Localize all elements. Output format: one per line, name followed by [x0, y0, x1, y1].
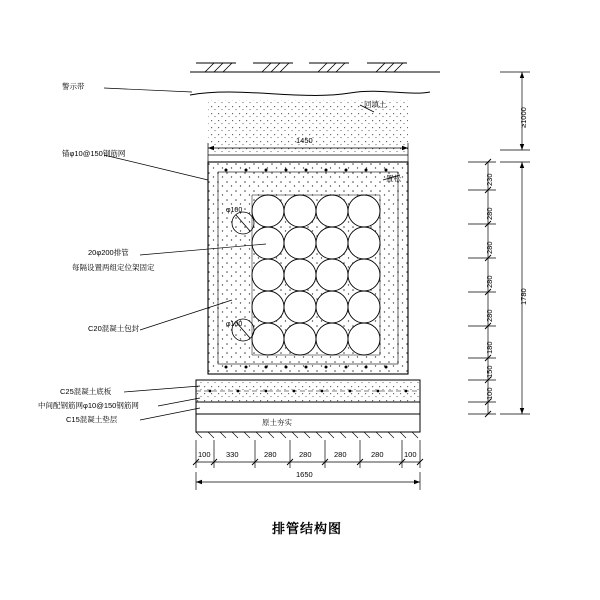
dim-bottom-6: 280: [371, 450, 384, 459]
label-pipe-diameter-upper: φ100: [226, 207, 243, 214]
dim-bottom-2: 330: [226, 450, 239, 459]
dimension-bottom-chain: [193, 440, 423, 490]
label-placed-rock: 置松: [386, 174, 401, 183]
dim-bottom-5: 280: [334, 450, 347, 459]
dim-bottom-7: 100: [404, 450, 417, 459]
dim-right-4: 280: [485, 275, 494, 288]
label-backfill: 回填土: [364, 100, 387, 109]
dim-right-8: 100: [485, 387, 494, 400]
drawing-title: 排管结构图: [272, 521, 343, 536]
dim-right-7: 150: [485, 365, 494, 378]
label-c25-base-slab: C25混凝土底板: [60, 387, 112, 396]
label-pipe-count: 20φ200排管: [88, 248, 129, 257]
label-middle-mesh: 中间配钢筋网φ10@150钢筋网: [38, 401, 139, 410]
dimension-top-value: 1450: [296, 136, 313, 145]
dim-right-6: 180: [485, 341, 494, 354]
dim-right-3: 280: [485, 241, 494, 254]
label-c15-cushion: C15混凝土垫层: [66, 415, 118, 424]
label-warning-tape: 警示带: [62, 82, 85, 91]
dimension-cover-depth: ≥1000: [519, 107, 528, 128]
concrete-encasement: [208, 162, 408, 374]
label-tamped-soil: 原土夯实: [262, 418, 292, 427]
label-steel-mesh-top: 锚φ10@150钢筋网: [62, 149, 126, 158]
dim-bottom-4: 280: [299, 450, 312, 459]
dim-bottom-3: 280: [264, 450, 277, 459]
base-slab: [196, 380, 420, 438]
dimension-bottom-total: 1650: [296, 470, 313, 479]
label-pipe-diameter-lower: φ100: [226, 321, 243, 328]
label-c20-encasement: C20混凝土包封: [88, 324, 140, 333]
backfill-zone: [190, 63, 440, 155]
dim-right-1: 230: [485, 173, 494, 186]
label-bracket-note: 每隔设置两组定位架固定: [72, 263, 155, 272]
dim-right-2: 280: [485, 207, 494, 220]
dimension-right-total: 1780: [519, 288, 528, 305]
dim-right-5: 280: [485, 309, 494, 322]
dim-bottom-1: 100: [198, 450, 211, 459]
